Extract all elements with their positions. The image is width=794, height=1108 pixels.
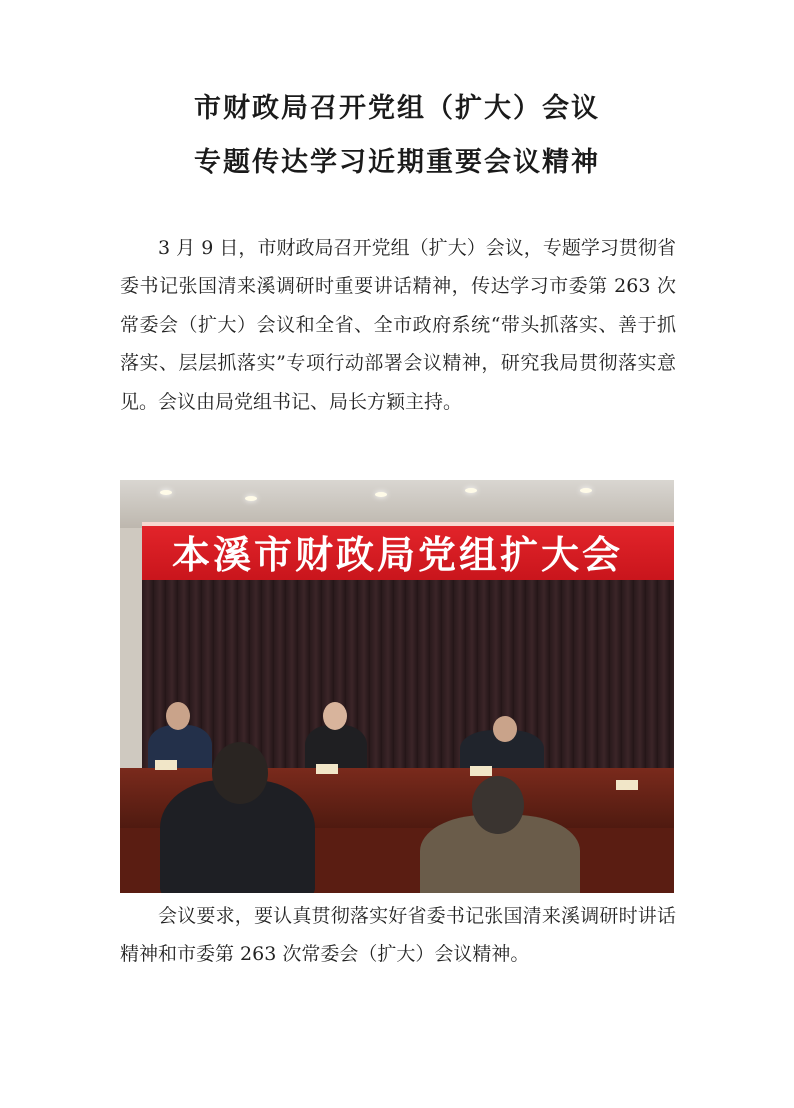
meeting-banner: 本溪市财政局党组扩大会: [142, 522, 674, 580]
body-paragraph-2: 会议要求，要认真贯彻落实好省委书记张国清来溪调研时讲话精神和市委第 263 次常委会（扩大）会议精神。: [120, 905, 676, 966]
nameplate: [616, 780, 638, 790]
nameplate: [316, 764, 338, 774]
nameplate: [155, 760, 177, 770]
ceiling: [120, 480, 674, 528]
document-title-line2: 专题传达学习近期重要会议精神: [194, 147, 600, 178]
document-title-line1: 市财政局召开党组（扩大）会议: [194, 93, 600, 124]
ceiling-light: [375, 492, 387, 497]
audience-head: [472, 776, 524, 834]
ceiling-light: [580, 488, 592, 493]
nameplate: [470, 766, 492, 776]
audience-head: [212, 742, 268, 804]
body-paragraph-1: 3 月 9 日，市财政局召开党组（扩大）会议，专题学习贯彻省委书记张国清来溪调研时重要讲话精神，传达学习市委第 263 次常委会（扩大）会议和全省、全市政府系统“带头抓落实、善于抓落实、层层抓落实”专项行动部署会议精神，研究我局贯彻落实意见。会议由局党组书记、局长方颖主持。: [120, 237, 676, 413]
chair-person-head: [323, 702, 347, 730]
ceiling-light: [465, 488, 477, 493]
attendee-head: [166, 702, 190, 730]
ceiling-light: [160, 490, 172, 495]
attendee-head: [493, 716, 517, 742]
ceiling-light: [245, 496, 257, 501]
meeting-photo: [120, 480, 674, 893]
